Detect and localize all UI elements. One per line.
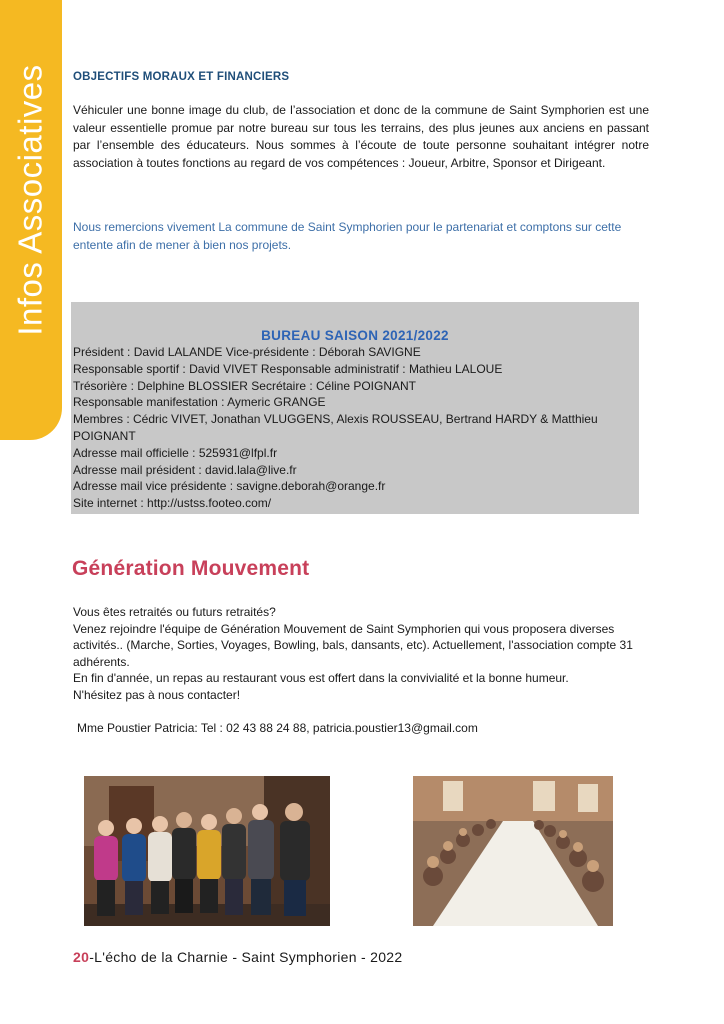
page-number: 20 [73,949,90,965]
bureau-line-membres: Membres : Cédric VIVET, Jonathan VLUGGENS, Alexis ROUSSEAU, Bertrand HARDY & Matthieu POIGNANT [73,412,598,443]
bureau-line-mail-president: Adresse mail président : david.lala@live.fr [73,462,297,477]
footer-text: -L'écho de la Charnie - Saint Symphorien - 2022 [89,949,403,965]
group-photo [84,776,330,926]
generation-line-repas: En fin d'année, un repas au restaurant vous est offert dans la convivialité et la bonne humeur. [73,671,569,686]
generation-line-contact-us: N'hésitez pas à nous contacter! [73,687,241,702]
generation-line-question: Vous êtes retraités ou futurs retraités? [73,605,276,619]
bureau-line-site-internet: Site internet : http://ustss.footeo.com/ [73,496,272,511]
bureau-line-mail-officielle: Adresse mail officielle : 525931@lfpl.fr [73,445,278,460]
bureau-line-manifestation: Responsable manifestation : Aymeric GRANGE [73,395,326,410]
restaurant-photo [413,776,613,926]
thanks-paragraph: Nous remercions vivement La commune de Saint Symphorien pour le partenariat et comptons sur cette entente afin de mener à bien nos projets. [73,220,622,252]
generation-body [73,604,643,704]
page-footer [73,949,402,965]
generation-line-invitation: Venez rejoindre l'équipe de Génération Mouvement de Saint Symphorien qui vous proposera diverses activités.. (Marche, Sorties, Voyages, Bowling, bals, dansants, etc). Actuellement, l'association compte 31 adhérents. [73,621,633,669]
side-tab-label-wrap [0,0,62,400]
bureau-line-tresoriere: Trésorière : Delphine BLOSSIER Secrétaire : Céline POIGNANT [73,378,417,393]
objectives-heading: OBJECTIFS MORAUX ET FINANCIERS [73,71,290,83]
bureau-line-responsables: Responsable sportif : David VIVET Responsable administratif : Mathieu LALOUE [73,361,503,376]
bureau-box [71,302,639,514]
bureau-line-president: Président : David LALANDE Vice-présidente : Déborah SAVIGNE [73,345,421,359]
bureau-title: BUREAU SAISON 2021/2022 [261,328,449,343]
generation-title: Génération Mouvement [72,557,310,580]
side-tab-label: Infos Associatives [12,64,50,336]
objectives-paragraph: Véhiculer une bonne image du club, de l’association et donc de la commune de Saint Symphorien est une valeur essentielle promue par notre bureau sur tous les terrains, des plus jeunes aux anciens en passant par l’ensemble des éducateurs. Nous sommes à l’écoute de toute personne souhaitant intégrer notre association à toutes fonctions au regard de vos compétences : Joueur, Arbitre, Sponsor et Dirigeant. [73,103,649,170]
bureau-line-mail-vice-presidente: Adresse mail vice présidente : savigne.deborah@orange.fr [73,479,386,494]
generation-contact: Mme Poustier Patricia: Tel : 02 43 88 24 88, patricia.poustier13@gmail.com [77,721,478,735]
